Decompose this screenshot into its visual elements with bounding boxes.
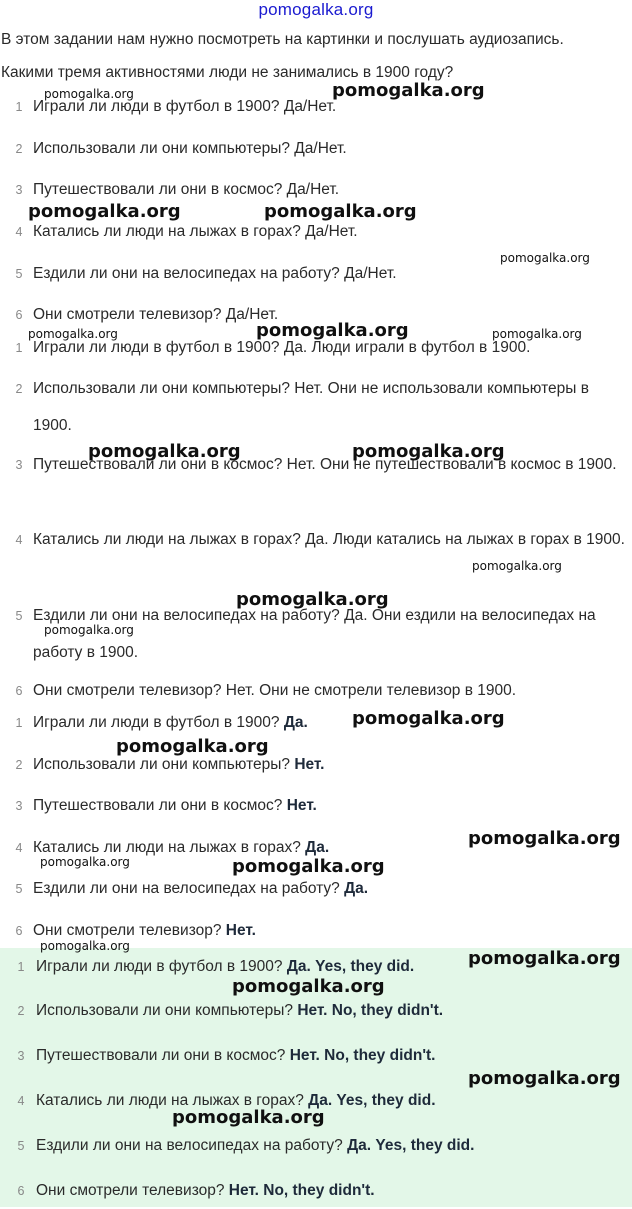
item-text: Ездили ли они на велосипедах на работу? Да/Нет.	[33, 265, 397, 282]
item-text: Они смотрели телевизор? Нет. Они не смотрели телевизор в 1900.	[33, 682, 517, 699]
watermark: pomogalka.org	[232, 976, 385, 997]
watermark: pomogalka.org	[28, 201, 181, 222]
item-number: 1	[15, 716, 23, 730]
item-number: 4	[15, 533, 23, 547]
watermark: pomogalka.org	[472, 559, 562, 573]
item-number: 6	[17, 1184, 25, 1198]
watermark: pomogalka.org	[28, 327, 118, 341]
answer-text: Нет. No, they didn't.	[228, 1182, 375, 1199]
answer-text: Да.	[283, 714, 308, 731]
item-number: 6	[15, 924, 23, 938]
item-text	[36, 992, 632, 1029]
item-text: Играли ли люди в футбол в 1900? Да/Нет.	[33, 98, 337, 115]
question-text: Использовали ли они компьютеры?	[36, 1002, 293, 1019]
item-number: 4	[15, 225, 23, 239]
answer-text: Да.	[305, 839, 330, 856]
watermark: pomogalka.org	[500, 251, 590, 265]
watermark: pomogalka.org	[236, 589, 389, 610]
answer-text: Да. Yes, they did.	[308, 1092, 436, 1109]
item-text	[33, 787, 629, 824]
item-text: Катались ли люди на лыжах в горах? Да. Люди катались на лыжах в горах в 1900.	[33, 531, 625, 548]
question-text: Катались ли люди на лыжах в горах?	[36, 1092, 304, 1109]
question-text: Ездили ли они на велосипедах на работу?	[33, 880, 340, 897]
item-text: Путешествовали ли они в космос? Нет. Они не путешествовали в космос в 1900.	[33, 456, 617, 473]
question-text: Путешествовали ли они в космос?	[36, 1047, 286, 1064]
item-text: Использовали ли они компьютеры? Нет. Они не использовали компьютеры в 1900.	[33, 380, 589, 434]
item-number: 6	[15, 308, 23, 322]
watermark: pomogalka.org	[172, 1107, 325, 1128]
watermark: pomogalka.org	[40, 939, 130, 953]
watermark: pomogalka.org	[352, 708, 505, 729]
item-number: 5	[15, 609, 23, 623]
watermark: pomogalka.org	[468, 1068, 621, 1089]
item-number: 5	[15, 882, 23, 896]
item-number: 2	[15, 758, 23, 772]
watermark: pomogalka.org	[264, 201, 417, 222]
item-number: 1	[15, 341, 23, 355]
item-number: 3	[17, 1049, 25, 1063]
watermark: pomogalka.org	[44, 623, 134, 637]
answer-text: Нет.	[294, 756, 325, 773]
item-number: 4	[17, 1094, 25, 1108]
watermark: pomogalka.org	[332, 80, 485, 101]
intro-line-2: Какими тремя активностями люди не занимались в 1900 году?	[1, 64, 454, 81]
answer-text: Нет. No, they didn't.	[297, 1002, 444, 1019]
item-number: 3	[15, 799, 23, 813]
item-number: 2	[15, 382, 23, 396]
answer-text: Нет.	[286, 797, 317, 814]
watermark: pomogalka.org	[88, 441, 241, 462]
watermark: pomogalka.org	[256, 320, 409, 341]
item-number: 4	[15, 841, 23, 855]
watermark: pomogalka.org	[44, 87, 134, 101]
intro-line-1: В этом задании нам нужно посмотреть на картинки и послушать аудиозапись.	[1, 31, 564, 48]
watermark: pomogalka.org	[468, 828, 621, 849]
item-text: Они смотрели телевизор? Да/Нет.	[33, 306, 279, 323]
question-text: Использовали ли они компьютеры?	[33, 756, 290, 773]
item-text: Использовали ли они компьютеры? Да/Нет.	[33, 140, 347, 157]
item-number: 1	[17, 960, 25, 974]
answer-text: Да. Yes, they did.	[347, 1137, 475, 1154]
watermark: pomogalka.org	[468, 948, 621, 969]
site-title[interactable]: pomogalka.org	[258, 0, 374, 19]
question-text: Они смотрели телевизор?	[33, 922, 222, 939]
item-text	[36, 1172, 632, 1209]
question-text: Ездили ли они на велосипедах на работу?	[36, 1137, 343, 1154]
item-number: 3	[15, 458, 23, 472]
watermark: pomogalka.org	[40, 855, 130, 869]
answer-text: Да. Yes, they did.	[286, 958, 415, 975]
question-text: Путешествовали ли они в космос?	[33, 797, 283, 814]
item-number: 5	[17, 1139, 25, 1153]
item-number: 1	[15, 100, 23, 114]
answer-text: Нет.	[225, 922, 256, 939]
watermark: pomogalka.org	[116, 736, 269, 757]
item-number: 5	[15, 267, 23, 281]
item-text: Катались ли люди на лыжах в горах? Да/Нет.	[33, 223, 358, 240]
answer-text: Нет. No, they didn't.	[289, 1047, 436, 1064]
answer-text: Да.	[344, 880, 369, 897]
watermark: pomogalka.org	[232, 856, 385, 877]
item-number: 6	[15, 684, 23, 698]
item-text: Ездили ли они на велосипедах на работу? Да. Они ездили на велосипедах на работу в 1900.	[33, 607, 596, 661]
question-text: Катались ли люди на лыжах в горах?	[33, 839, 301, 856]
question-text: Они смотрели телевизор?	[36, 1182, 225, 1199]
item-number: 2	[15, 142, 23, 156]
watermark: pomogalka.org	[352, 441, 505, 462]
item-text	[36, 1127, 632, 1164]
question-text: Играли ли люди в футбол в 1900?	[36, 958, 283, 975]
item-text: Играли ли люди в футбол в 1900? Да. Люди играли в футбол в 1900.	[33, 339, 531, 356]
watermark: pomogalka.org	[492, 327, 582, 341]
item-number: 3	[15, 183, 23, 197]
question-text: Играли ли люди в футбол в 1900?	[33, 714, 280, 731]
item-text: Путешествовали ли они в космос? Да/Нет.	[33, 181, 340, 198]
item-number: 2	[17, 1004, 25, 1018]
